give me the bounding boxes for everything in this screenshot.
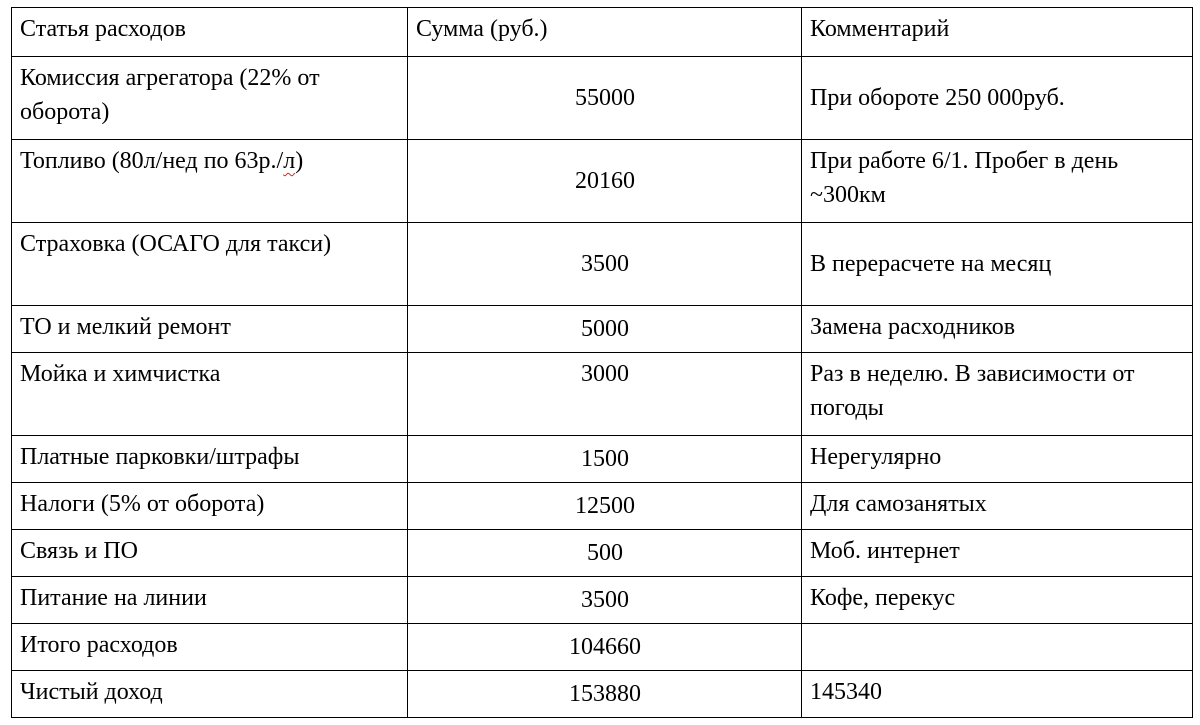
table-row (12, 436, 1193, 483)
cell-comment[interactable] (802, 624, 1193, 671)
header-amount[interactable]: Сумма (руб.) (408, 8, 802, 57)
cell-amount[interactable]: 55000 (408, 57, 802, 140)
header-item[interactable]: Статья расходов (12, 8, 408, 57)
cell-item[interactable]: Итого расходов (12, 624, 408, 671)
header-comment[interactable]: Комментарий (802, 8, 1193, 57)
cell-amount[interactable]: 500 (408, 530, 802, 577)
cell-amount[interactable]: 104660 (408, 624, 802, 671)
cell-comment[interactable]: При работе 6/1. Пробег в день ~300км (802, 140, 1193, 223)
cell-amount[interactable]: 153880 (408, 671, 802, 718)
cell-comment[interactable]: Раз в неделю. В зависимости от погоды (802, 353, 1193, 436)
table-header-row (12, 8, 1193, 57)
cell-item[interactable] (12, 140, 408, 223)
cell-comment[interactable]: Для самозанятых (802, 483, 1193, 530)
cell-comment[interactable]: Моб. интернет (802, 530, 1193, 577)
table-row (12, 223, 1193, 306)
table-row (12, 140, 1193, 223)
cell-item[interactable]: Чистый доход (12, 671, 408, 718)
table-row (12, 306, 1193, 353)
cell-item[interactable]: Питание на линии (12, 577, 408, 624)
expenses-table (11, 7, 1193, 718)
cell-item[interactable]: Мойка и химчистка (12, 353, 408, 436)
cell-comment[interactable]: Замена расходников (802, 306, 1193, 353)
cell-comment[interactable]: В перерасчете на месяц (802, 223, 1193, 306)
cell-item[interactable]: Комиссия агрегатора (22% от оборота) (12, 57, 408, 140)
cell-item[interactable]: Платные парковки/штрафы (12, 436, 408, 483)
table-row (12, 57, 1193, 140)
cell-amount[interactable]: 3500 (408, 223, 802, 306)
table-row (12, 483, 1193, 530)
cell-item-text-end: ) (295, 148, 304, 174)
cell-item[interactable]: Налоги (5% от оборота) (12, 483, 408, 530)
spellcheck-flagged-text: л (283, 148, 296, 174)
table-row-net-income (12, 671, 1193, 718)
cell-item-text: Топливо (80л/нед по 63р./ (20, 148, 284, 174)
table-row-total (12, 624, 1193, 671)
cell-comment[interactable]: Кофе, перекус (802, 577, 1193, 624)
cell-amount[interactable]: 20160 (408, 140, 802, 223)
cell-item[interactable]: Страховка (ОСАГО для такси) (12, 223, 408, 306)
cell-comment[interactable]: 145340 (802, 671, 1193, 718)
cell-item[interactable]: ТО и мелкий ремонт (12, 306, 408, 353)
cell-comment[interactable]: При обороте 250 000руб. (802, 57, 1193, 140)
cell-amount[interactable]: 3000 (408, 353, 802, 436)
table-row (12, 353, 1193, 436)
cell-amount[interactable]: 5000 (408, 306, 802, 353)
cell-amount[interactable]: 3500 (408, 577, 802, 624)
cell-comment[interactable]: Нерегулярно (802, 436, 1193, 483)
cell-item[interactable]: Связь и ПО (12, 530, 408, 577)
cell-amount[interactable]: 1500 (408, 436, 802, 483)
table-row (12, 530, 1193, 577)
cell-amount[interactable]: 12500 (408, 483, 802, 530)
table-row (12, 577, 1193, 624)
